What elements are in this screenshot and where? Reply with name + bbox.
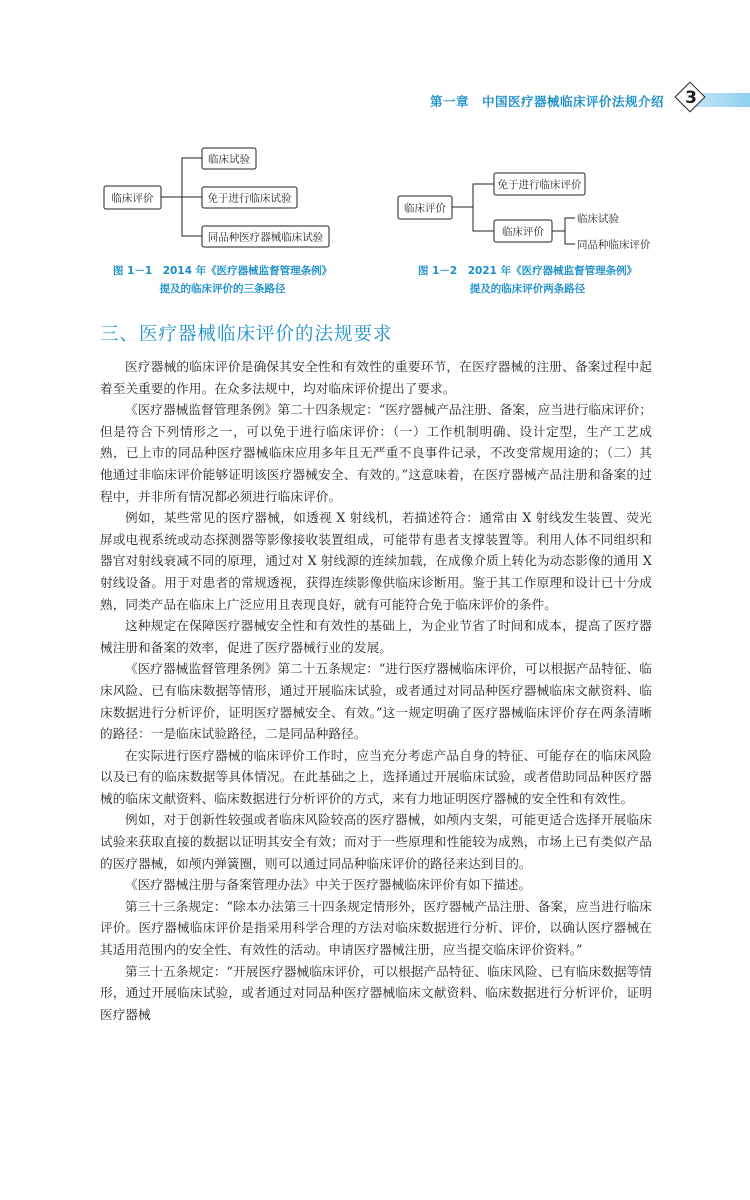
chapter-header-title: 第一章 中国医疗器械临床评价法规介绍 [430,94,665,109]
fig2-connector-bracket [473,184,494,231]
fig2-branch-top-label: 免于进行临床评价 [497,179,582,191]
paragraph: 医疗器械的临床评价是确保其安全性和有效性的重要环节，在医疗器械的注册、备案过程中起着至关重要的作用。在众多法规中，均对临床评价提出了要求。 [100,359,652,396]
fig2-root-label: 临床评价 [404,202,446,215]
fig2-connector-sub-bracket [565,218,575,244]
paragraph: 第三十五条规定：“开展医疗器械临床评价，可以根据产品特征、临床风险、已有临床数据等情形，通过开展临床试验，或者通过对同品种医疗器械临床文献资料、临床数据进行分析评价，证明医疗器械 [100,963,652,1022]
paragraph: 《医疗器械注册与备案管理办法》中关于医疗器械临床评价有如下描述。 [125,877,532,893]
paragraph: 《医疗器械监督管理条例》第二十五条规定：“进行医疗器械临床评价，可以根据产品特征、临床风险、已有临床数据等情形，通过开展临床试验，或者通过对同品种医疗器械临床文献资料、临床数据进行分析评价，证明医疗器械安全、有效。”这一规定明确了医疗器械临床评价存在两条清晰的路径：一是临床试验路径，二是同品种路径。 [100,661,652,742]
fig1-caption [100,262,345,298]
fig1-branch-label-3: 同品种医疗器械临床试验 [207,231,324,244]
fig1-branch-label-1: 临床试验 [208,153,250,166]
fig1-caption-line2: 提及的临床评价的三条路径 [159,283,286,295]
page-number: 3 [685,88,697,108]
fig1-caption-line1: 图 1－1 2014 年《医疗器械监督管理条例》 [112,265,333,277]
paragraph: 例如，某些常见的医疗器械，如透视 X 射线机，若描述符合：通常由 X 射线发生装置、荧光屏或电视系统或动态探测器等影像接收装置组成，可能带有患者支撑装置等。利用人体不同组织和器官对射线衰减不同的原理，通过对 X 射线源的连续加载，在成像介质上转化为动态影像的通用 X 射线设备。用于对患者的常规透视，获得连续影像供临床诊断用。鉴于其工作原理和设计已十分成熟，同类产品在临床上广泛应用且表现良好，就有可能符合免于临床评价的条件。 [100,510,652,612]
fig1-root-label: 临床评价 [111,192,154,205]
fig2-caption [405,262,650,298]
section-title: 三、医疗器械临床评价的法规要求 [100,324,393,345]
fig2-sub-branch-label-1: 临床试验 [577,213,619,225]
body-text [100,356,652,1025]
fig2-caption-line1: 图 1－2 2021 年《医疗器械监督管理条例》 [417,265,638,277]
fig2-sub-branch-label-2: 同品种临床评价 [577,239,651,251]
paragraph: 这种规定在保障医疗器械安全性和有效性的基础上，为企业节省了时间和成本，提高了医疗器械注册和备案的效率，促进了医疗器械行业的发展。 [100,618,652,655]
paragraph: 例如，对于创新性较强或者临床风险较高的医疗器械，如颅内支架，可能更适合选择开展临床试验来获取直接的数据以证明其安全有效；而对于一些原理和性能较为成熟，市场上已有类似产品的医疗器械，如颅内弹簧圈，则可以通过同品种临床评价的路径来达到目的。 [100,812,652,871]
paragraph: 在实际进行医疗器械的临床评价工作时，应当充分考虑产品自身的特征、可能存在的临床风险以及已有的临床数据等具体情况。在此基础之上，选择通过开展临床试验，或者借助同品种医疗器械的临床文献资料、临床数据进行分析评价的方式，来有力地证明医疗器械的安全性和有效性。 [100,747,652,806]
fig2-branch-bottom-label: 临床评价 [502,226,544,238]
fig1-branch-label-2: 免于进行临床试验 [207,192,292,205]
paragraph: 《医疗器械监督管理条例》第二十四条规定：“医疗器械产品注册、备案，应当进行临床评价；但是符合下列情形之一，可以免于进行临床评价：（一）工作机制明确、设计定型，生产工艺成熟，已上市的同品种医疗器械临床应用多年且无严重不良事件记录，不改变常规用途的；（二）其他通过非临床评价能够证明该医疗器械安全、有效的。”这意味着，在医疗器械产品注册和备案的过程中，并非所有情况都必须进行临床评价。 [100,402,652,504]
paragraph: 第三十三条规定：“除本办法第三十四条规定情形外，医疗器械产品注册、备案，应当进行临床评价。医疗器械临床评价是指采用科学合理的方法对临床数据进行分析、评价，以确认医疗器械在其适用范围内的安全性、有效性的活动。申请医疗器械注册，应当提交临床评价资料。” [100,898,652,958]
fig2-caption-line2: 提及的临床评价两条路径 [469,283,586,295]
